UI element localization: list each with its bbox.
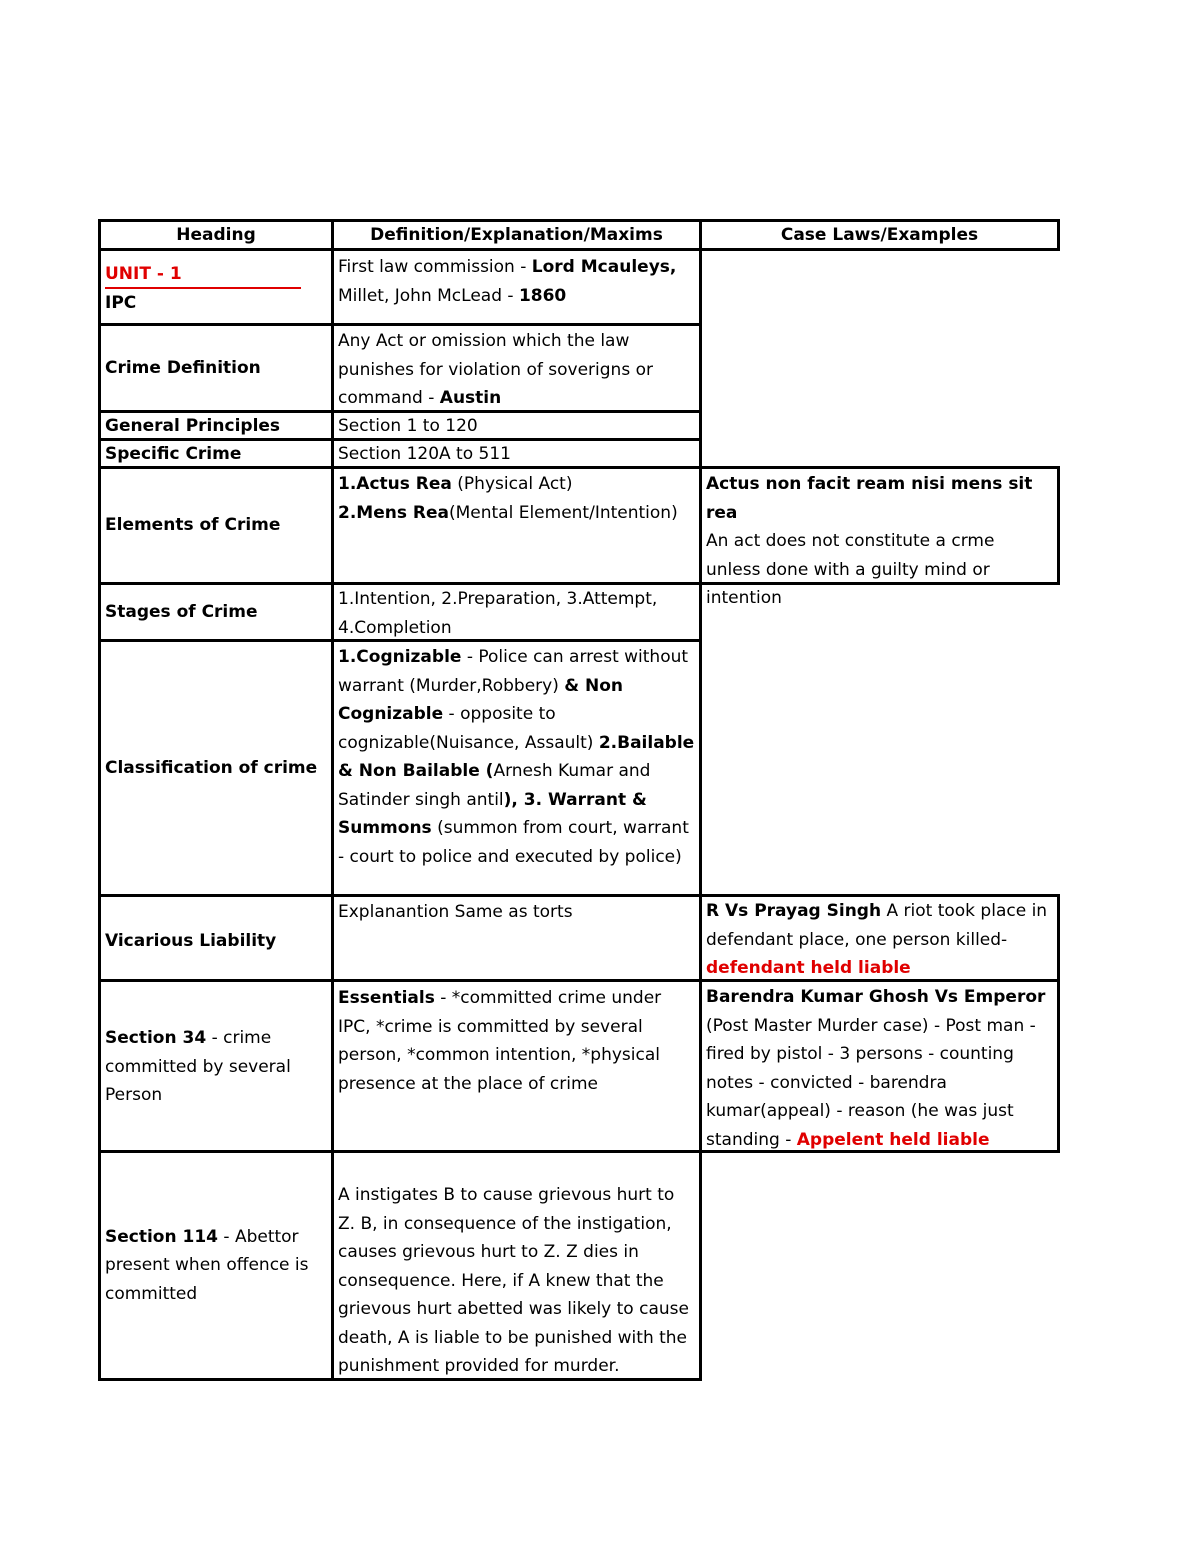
specific-crime-def: Section 120A to 511 xyxy=(331,438,702,469)
classification-text: - opposite to xyxy=(443,704,556,724)
case-text: kumar(appeal) - reason (he was just xyxy=(706,1101,1014,1121)
section34-label: Section 34 xyxy=(105,1028,207,1049)
case-text: A riot took place in xyxy=(881,901,1048,921)
section114-heading-cell xyxy=(98,1150,334,1381)
crime-def-line: punishes for violation of soverigns or xyxy=(338,359,653,380)
unit-def-text: Millet, John McLead - xyxy=(338,285,519,306)
essentials-text: IPC, *crime is committed by several xyxy=(338,1016,643,1037)
summons-label: Summons xyxy=(338,818,432,838)
classification-text: - Police can arrest without xyxy=(461,647,689,667)
vicarious-definition: Explanantion Same as torts xyxy=(331,894,702,982)
section34-case-cell xyxy=(699,979,1060,1153)
crime-definition-cell xyxy=(331,323,702,413)
illustration-line: punishment provided for murder. xyxy=(338,1356,620,1376)
section34-definition-cell xyxy=(331,979,702,1153)
section34-desc: - crime xyxy=(206,1028,272,1049)
essentials-text: person, *common intention, *physical xyxy=(338,1045,660,1065)
case-outcome: defendant held liable xyxy=(706,958,911,978)
bailable-label: 2.Bailable xyxy=(598,732,695,753)
maxim-explanation: An act does not constitute a crme xyxy=(706,531,995,551)
vicarious-heading: Vicarious Liability xyxy=(98,894,334,982)
general-principles-heading: General Principles xyxy=(98,410,334,441)
unit-def-bold: Lord Mcauleys, xyxy=(531,257,677,277)
classification-bold: & Non xyxy=(564,675,624,696)
crime-def-author: Austin xyxy=(439,388,502,408)
specific-crime-heading: Specific Crime xyxy=(98,438,334,469)
section114-label: Section 114 xyxy=(105,1226,218,1247)
classification-bold: Cognizable xyxy=(338,704,444,724)
maxim-explanation: unless done with a guilty mind or xyxy=(706,559,990,580)
illustration-line: Z. B, in consequence of the instigation, xyxy=(338,1213,672,1234)
elements-case-cell xyxy=(699,466,1060,608)
general-principles-def: Section 1 to 120 xyxy=(331,410,702,441)
header-heading: Heading xyxy=(98,219,334,251)
section114-desc: committed xyxy=(105,1283,198,1304)
case-text: standing - xyxy=(706,1129,797,1150)
unit-def-year: 1860 xyxy=(518,285,567,306)
empty-case-cell-top xyxy=(699,248,702,469)
case-text: notes - convicted - barendra xyxy=(706,1072,947,1093)
classification-text: - court to police and executed by police) xyxy=(338,846,682,867)
essentials-text: - *committed crime under xyxy=(434,988,662,1008)
section114-desc: - Abettor xyxy=(218,1226,299,1247)
classification-text: Satinder singh antil xyxy=(338,789,504,810)
unit-definition-cell xyxy=(331,248,702,326)
empty-case-cell-middle xyxy=(699,582,702,897)
actus-rea-desc: (Physical Act) xyxy=(451,474,573,494)
stages-line: 4.Completion xyxy=(338,617,452,638)
stages-heading: Stages of Crime xyxy=(98,582,334,642)
unit-label: UNIT - 1 xyxy=(105,261,301,289)
section34-heading-cell xyxy=(98,979,334,1153)
crime-def-line: command - xyxy=(338,388,440,408)
actus-rea-label: 1.Actus Rea xyxy=(338,474,452,494)
section34-desc: Person xyxy=(105,1085,163,1106)
crime-definition-heading: Crime Definition xyxy=(98,323,334,413)
crime-def-line: Any Act or omission which the law xyxy=(338,331,630,351)
case-name: R Vs Prayag Singh xyxy=(706,901,882,921)
unit-heading: IPC xyxy=(105,293,137,313)
illustration-line: grievous hurt abetted was likely to cause xyxy=(338,1299,689,1319)
classification-heading: Classification of crime xyxy=(98,639,334,897)
case-name: Barendra Kumar Ghosh Vs Emperor xyxy=(706,987,1046,1007)
case-text: fired by pistol - 3 persons - counting xyxy=(706,1044,1014,1064)
unit-def-text: First law commission - xyxy=(338,257,532,277)
cognizable-label: 1.Cognizable xyxy=(338,647,462,667)
section114-desc: present when offence is xyxy=(105,1255,309,1276)
case-text: defendant place, one person killed- xyxy=(706,929,1008,950)
illustration-line: causes grievous hurt to Z. Z dies in xyxy=(338,1242,639,1262)
stages-line: 1.Intention, 2.Preparation, 3.Attempt, xyxy=(338,589,658,609)
classification-text: cognizable(Nuisance, Assault) xyxy=(338,732,599,753)
maxim: Actus non facit ream nisi mens sit rea xyxy=(706,474,1033,523)
case-text: (Post Master Murder case) - Post man - xyxy=(706,1015,1036,1036)
section34-desc: committed by several xyxy=(105,1056,291,1077)
mens-rea-desc: (Mental Element/Intention) xyxy=(448,502,678,523)
classification-text: (summon from court, warrant xyxy=(431,818,689,838)
essentials-label: Essentials xyxy=(338,988,435,1008)
elements-heading: Elements of Crime xyxy=(98,466,334,585)
illustration-line: A instigates B to cause grievous hurt to xyxy=(338,1185,675,1205)
essentials-text: presence at the place of crime xyxy=(338,1073,598,1094)
warrant-label: ), 3. Warrant & xyxy=(503,789,647,810)
case-outcome: Appelent held liable xyxy=(796,1129,990,1150)
unit-heading-cell xyxy=(98,248,334,326)
mens-rea-label: 2.Mens Rea xyxy=(338,502,449,523)
classification-text: warrant (Murder,Robbery) xyxy=(338,675,565,696)
header-cases: Case Laws/Examples xyxy=(699,219,1060,251)
illustration-line: consequence. Here, if A knew that the xyxy=(338,1270,664,1291)
illustration-line: death, A is liable to be punished with the xyxy=(338,1327,688,1348)
section114-definition-cell xyxy=(331,1150,702,1381)
classification-text: Arnesh Kumar and xyxy=(493,761,651,781)
classification-definition-cell xyxy=(331,639,702,897)
maxim-explanation: intention xyxy=(706,588,782,608)
header-definition: Definition/Explanation/Maxims xyxy=(331,219,702,251)
stages-definition-cell xyxy=(331,582,702,642)
empty-case-cell-bottom xyxy=(699,1150,702,1381)
classification-bold: & Non Bailable ( xyxy=(338,761,494,781)
elements-definition-cell xyxy=(331,466,702,585)
vicarious-case-cell xyxy=(699,894,1060,982)
